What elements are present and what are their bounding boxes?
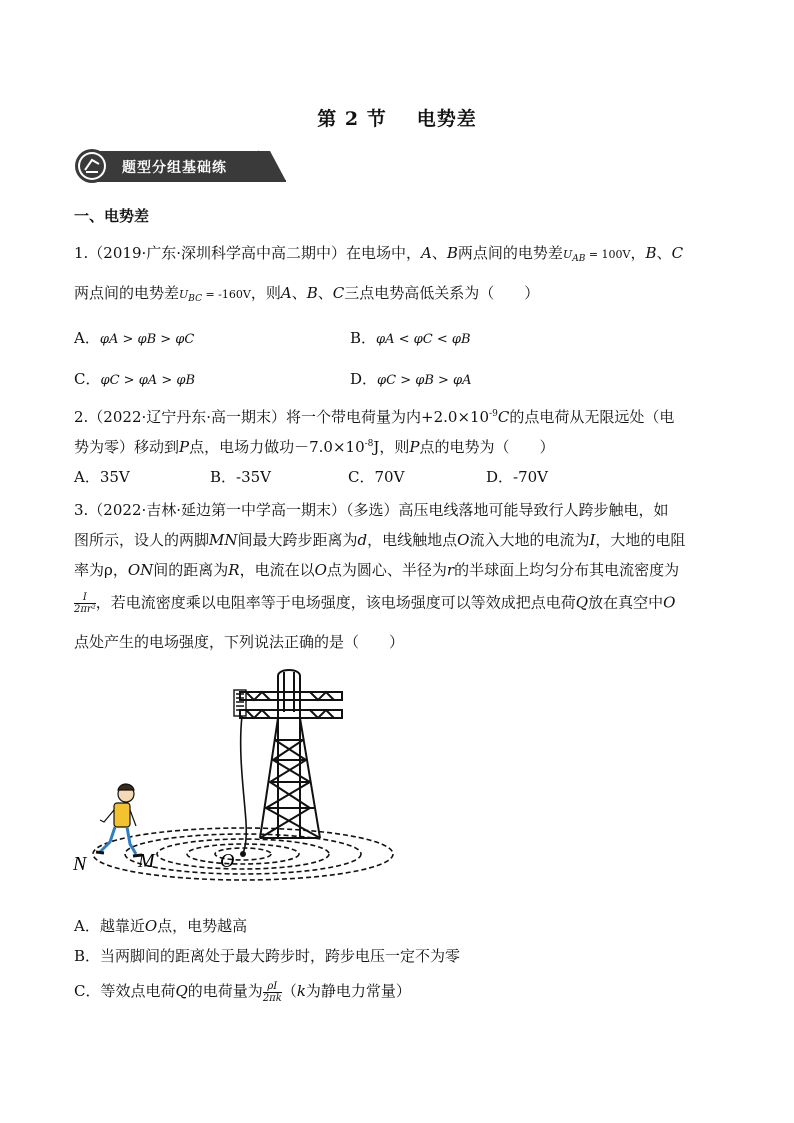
- section-name: 电势差: [416, 108, 477, 130]
- label-M: M: [138, 850, 155, 872]
- charge-fraction: $\frac{\rho I}{2\pi k}$: [262, 980, 282, 1004]
- current-density-fraction: $\frac{I}{\text{2πr²}}$: [74, 592, 96, 615]
- ground-point-O: [240, 851, 246, 857]
- transmission-tower: [240, 670, 342, 838]
- q3-line1: 3.（2022·吉林·延边第一中学高一期末）（多选）高压电线落地可能导致行人跨步触电，如: [74, 501, 669, 519]
- q1-line1: 1.（2019·广东·深圳科学高中高二期中）在电场中，A、B两点间的电势差$U_{AB} = 100V$，B、C: [74, 244, 684, 264]
- q3-option-a[interactable]: A．越靠近O点，电势越高: [74, 917, 248, 935]
- q1-line2: 两点间的电势差$U_{BC} = -160V$，则A、B、C三点电势高低关系为（ ）: [74, 284, 540, 304]
- banner-label: 题型分组基础练: [122, 160, 227, 176]
- fallen-wire: [241, 716, 247, 854]
- section-number: 第 2 节: [317, 108, 387, 130]
- q3-line3: 率为ρ，ON间的距离为R，电流在以O点为圆心、半径为r的半球面上均匀分布其电流密度为: [74, 561, 680, 579]
- q3-line4: $\frac{I}{\text{2πr²}}$ ，若电流密度乘以电阻率等于电场强度，该电场强度可以等效成把点电荷Q放在真空中O: [74, 592, 676, 615]
- q2-line1: 2.（2022·辽宁丹东·高一期末）将一个带电荷量为内$+2.0\times 10^{-9}C$的点电荷从无限远处（电: [74, 408, 675, 426]
- label-O: O: [220, 850, 235, 872]
- q3-option-c[interactable]: C．等效点电荷Q的电荷量为 $\frac{\rho I}{2\pi k}$ （k为静电力常量）: [74, 980, 411, 1004]
- section-heading: 一、电势差: [74, 207, 150, 225]
- page-title: [0, 104, 794, 131]
- q2-option-a[interactable]: A．35V: [74, 468, 130, 486]
- q3-option-b[interactable]: B．当两脚间的距离处于最大跨步时，跨步电压一定不为零: [74, 947, 461, 965]
- q1-option-b[interactable]: B．φA < φC < φB: [350, 329, 471, 347]
- q2-option-b[interactable]: B．-35V: [210, 468, 272, 486]
- q3-line2: 图所示，设人的两脚MN间最大跨步距离为d，电线触地点O流入大地的电流为I，大地的电阻: [74, 531, 686, 549]
- q2-option-d[interactable]: D．-70V: [486, 468, 549, 486]
- power-tower-figure: [70, 662, 400, 884]
- q1-option-a[interactable]: A．φA > φB > φC: [74, 329, 195, 347]
- q2-line2: 势为零）移动到P点，电场力做功$-7.0\times 10^{-8}J$，则P点的电势为（ ）: [74, 438, 555, 456]
- q2-option-c[interactable]: C．70V: [348, 468, 405, 486]
- q3-line5: 点处产生的电场强度，下列说法正确的是（ ）: [74, 633, 405, 651]
- label-N: N: [73, 853, 87, 875]
- q1-option-d[interactable]: D．φC > φB > φA: [350, 370, 472, 388]
- q1-option-c[interactable]: C．φC > φA > φB: [74, 370, 195, 388]
